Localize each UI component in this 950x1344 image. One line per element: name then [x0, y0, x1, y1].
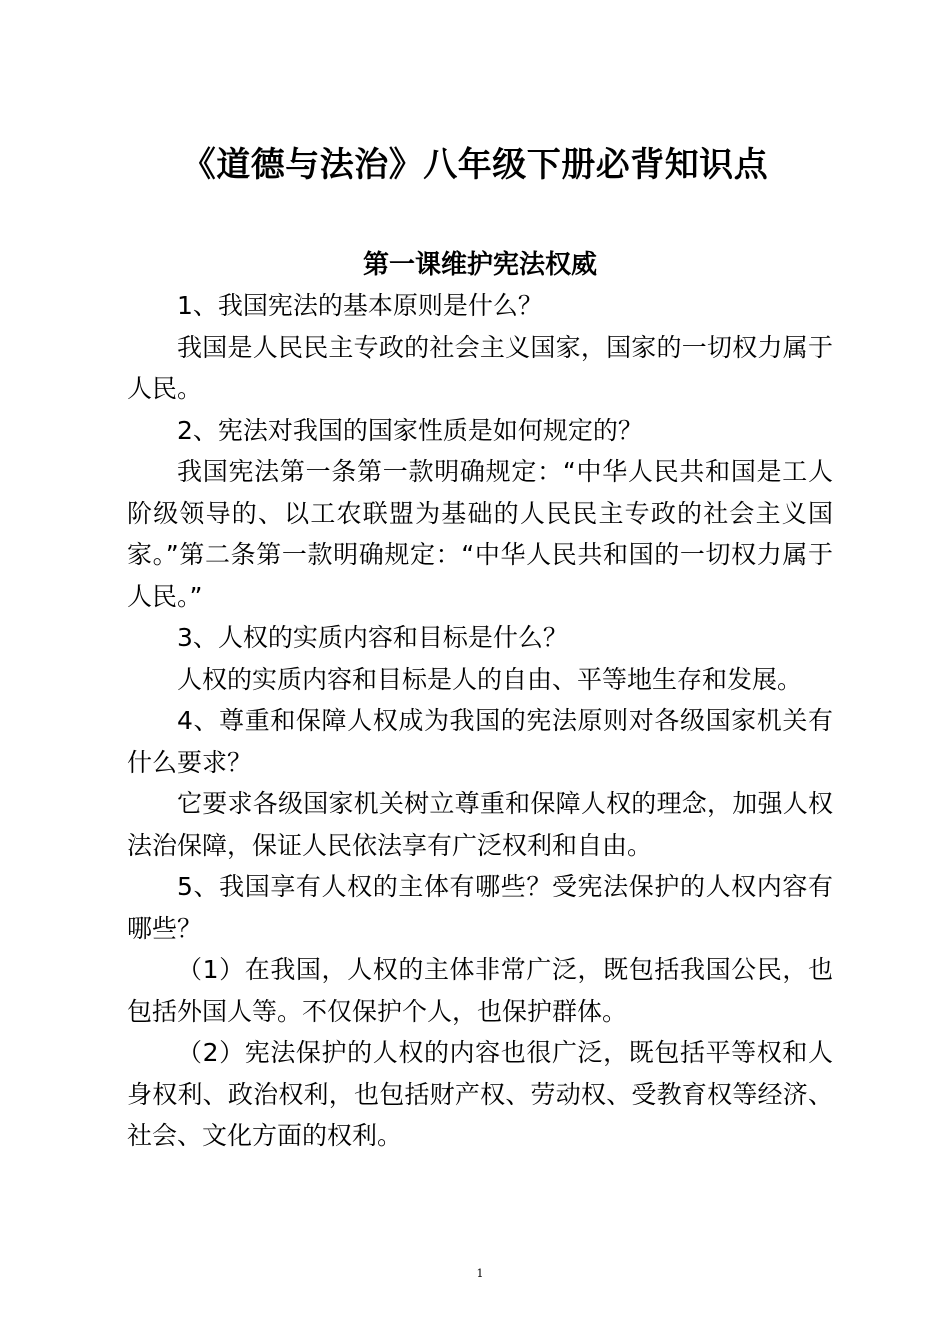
answer-4: 它要求各级国家机关树立尊重和保障人权的理念，加强人权法治保障，保证人民依法享有广泛权利和自由。: [127, 789, 833, 860]
document-body: [127, 285, 833, 1157]
question-5: 5、我国享有人权的主体有哪些？受宪法保护的人权内容有哪些？: [127, 872, 833, 943]
question-4: 4、尊重和保障人权成为我国的宪法原则对各级国家机关有什么要求？: [127, 706, 833, 777]
question-3: 3、人权的实质内容和目标是什么？: [177, 623, 568, 652]
section-title: 第一课维护宪法权威: [362, 250, 597, 280]
question-2: 2、宪法对我国的国家性质是如何规定的？: [177, 415, 643, 445]
answer-1: 我国是人民民主专政的社会主义国家，国家的一切权力属于人民。: [127, 332, 833, 403]
question-1: 1、我国宪法的基本原则是什么？: [177, 291, 543, 320]
answer-5-part-1: （1）在我国，人权的主体非常广泛，既包括我国公民，也包括外国人等。不仅保护个人，也保护群体。: [127, 955, 833, 1026]
page-number: 1: [476, 1267, 484, 1280]
answer-5-part-2: （2）宪法保护的人权的内容也很广泛，既包括平等权和人身权利、政治权利，也包括财产权、劳动权、受教育权等经济、社会、文化方面的权利。: [127, 1038, 833, 1150]
answer-3: 人权的实质内容和目标是人的自由、平等地生存和发展。: [177, 664, 803, 694]
document-title: 《道德与法治》八年级下册必背知识点: [181, 145, 769, 185]
answer-2: 我国宪法第一条第一款明确规定：“中华人民共和国是工人阶级领导的、以工农联盟为基础的人民民主专政的社会主义国家。”第二条第一款明确规定：“中华人民共和国的一切权力属于人民。”: [127, 457, 833, 611]
